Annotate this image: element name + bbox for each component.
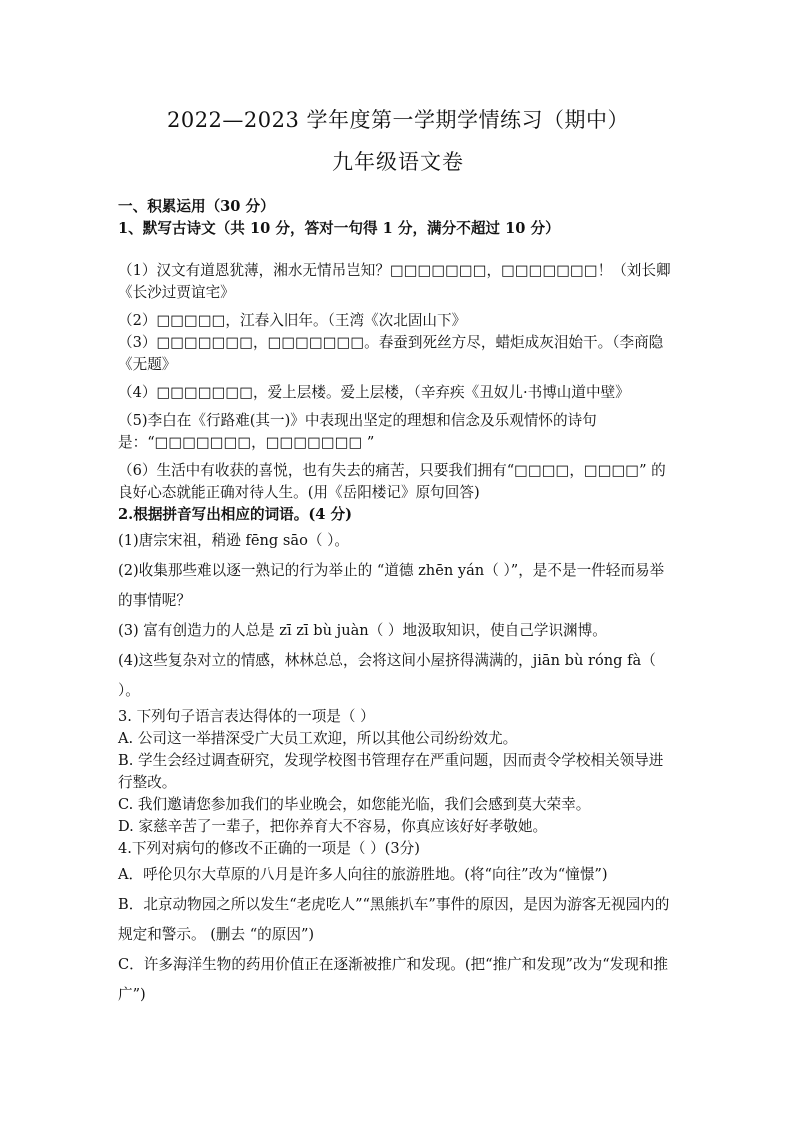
- question-1-item: （5)李白在《行路难(其一)》中表现出坚定的理想和信念及乐观情怀的诗句是：“□□□□□□□，□□□□□□□ ”: [118, 412, 597, 451]
- question-2-item: (2)收集那些难以逐一熟记的行为举止的 “道德 zhēn yán（ ）”，是不是一件轻而易举的事情呢？: [118, 562, 665, 609]
- question-1-item: （2）□□□□□，江春入旧年。（王湾《次北固山下》: [118, 312, 467, 329]
- question-4-option: A．呼伦贝尔大草原的八月是许多人向往的旅游胜地。(将“向往”改为“憧憬”): [118, 866, 608, 883]
- question-2-item: (1)唐宗宋祖，稍逊 fēng sāo（ ）。: [118, 532, 349, 549]
- question-3-option: D. 家慈辛苦了一辈子，把你养育大不容易，你真应该好好孝敬她。: [118, 818, 548, 835]
- question-3-option: C. 我们邀请您参加我们的毕业晚会，如您能光临，我们会感到莫大荣幸。: [118, 796, 591, 813]
- section-heading: 一、积累运用（30 分）: [118, 198, 275, 215]
- exam-subtitle: 九年级语文卷: [332, 150, 464, 174]
- question-2-heading: 2.根据拼音写出相应的词语。(4 分): [118, 506, 352, 523]
- question-2-item: (4)这些复杂对立的情感，林林总总，会将这间小屋挤得满满的，jiān bù róng fà（ ）。: [118, 652, 656, 699]
- question-1-item: （1）汉文有道恩犹薄，湘水无情吊岂知？□□□□□□□，□□□□□□□！（刘长卿《长沙过贾谊宅》: [118, 262, 671, 301]
- exam-title: 2022—2023 学年度第一学期学情练习（期中）: [166, 108, 630, 132]
- question-2-item: (3) 富有创造力的人总是 zī zī bù juàn（ ）地汲取知识，使自己学识渊博。: [118, 622, 607, 639]
- question-1-item: （3）□□□□□□□，□□□□□□□。春蚕到死丝方尽，蜡炬成灰泪始干。（李商隐《无题》: [118, 334, 664, 373]
- exam-body: [118, 196, 674, 1010]
- question-3-option: B. 学生会经过调查研究，发现学校图书管理存在严重问题，因而责令学校相关领导进行整改。: [118, 752, 664, 791]
- question-1-item: （4）□□□□□□□，爱上层楼。爱上层楼，（辛弃疾《丑奴儿·书博山道中壁》: [118, 384, 630, 401]
- question-1-heading: 1、默写古诗文（共 10 分，答对一句得 1 分，满分不超过 10 分）: [118, 220, 560, 237]
- question-3-heading: 3. 下列句子语言表达得体的一项是（ ）: [118, 708, 375, 725]
- question-3-option: A. 公司这一举措深受广大员工欢迎，所以其他公司纷纷效尤。: [118, 730, 518, 747]
- question-4-option: B．北京动物园之所以发生“老虎吃人”“黑熊扒车”事件的原因，是因为游客无视园内的规定和警示。 (删去 “的原因”): [118, 896, 670, 943]
- question-1-item: （6）生活中有收获的喜悦，也有失去的痛苦，只要我们拥有“□□□□，□□□□” 的良好心态就能正确对待人生。(用《岳阳楼记》原句回答): [118, 462, 666, 501]
- question-4-heading: 4.下列对病句的修改不正确的一项是（ ）(3分): [118, 840, 420, 857]
- question-4-option: C．许多海洋生物的药用价值正在逐渐被推广和发现。(把“推广和发现”改为“发现和推广”): [118, 956, 669, 1003]
